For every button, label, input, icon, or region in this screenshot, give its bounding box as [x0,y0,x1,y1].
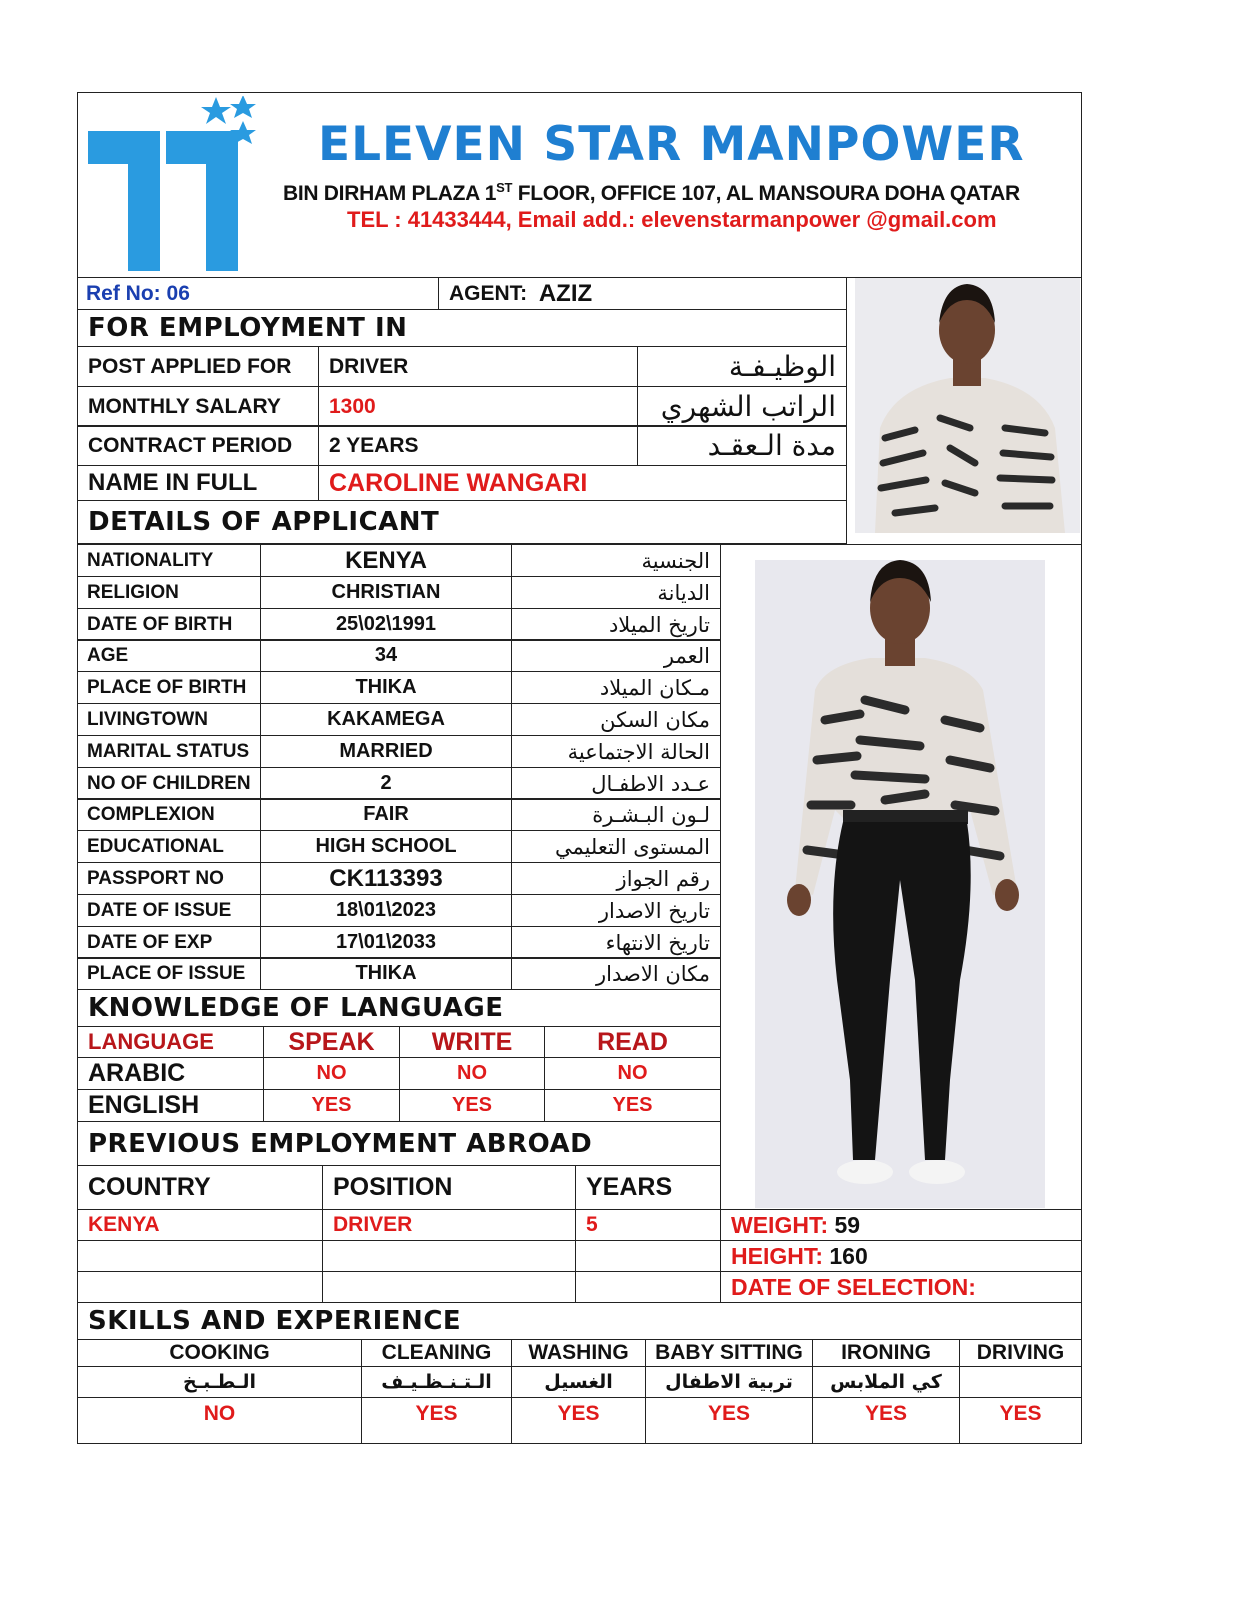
previous-row-position: DRIVER [322,1209,576,1241]
detail-row-arabic: المستوى التعليمي [511,830,721,863]
detail-row-arabic: تاريخ الانتهاء [511,926,721,959]
eleven-logo-icon [88,96,263,274]
company-contact: TEL : 41433444, Email add.: elevenstarmanpower @gmail.com [347,207,997,232]
ref-label: Ref No: [86,281,161,305]
skill-arabic: الـطـبـخ [77,1366,362,1398]
previous-row-years [575,1240,721,1272]
height-cell [720,1240,1082,1272]
language-row-read: YES [544,1089,721,1122]
agent-label: AGENT: [449,281,528,305]
date-of-selection-cell: DATE OF SELECTION: [720,1271,1082,1303]
detail-row-arabic: الجنسية [511,544,721,577]
full-body-figure-icon [755,560,1045,1208]
previous-row-country: KENYA [77,1209,323,1241]
language-row-language: ARABIC [77,1057,264,1090]
detail-row-value: 25\02\1991 [260,608,512,641]
skill-arabic: الغسيل [511,1366,646,1398]
language-row-speak: NO [263,1057,400,1090]
weight-value: 59 [834,1211,861,1238]
language-header-write: WRITE [399,1026,545,1058]
skill-name: COOKING [77,1339,362,1367]
employment-row-value: 2 YEARS [318,425,638,466]
language-row-language: ENGLISH [77,1089,264,1122]
address-part-1: BIN DIRHAM PLAZA 1 [283,182,497,205]
detail-row-value: 2 [260,767,512,800]
skill-name: DRIVING [959,1339,1082,1367]
detail-row-arabic: رقم الجواز [511,862,721,895]
detail-row-arabic: مـكان الميلاد [511,671,721,704]
detail-row-arabic: العمر [511,639,721,672]
detail-row-value: CK113393 [260,862,512,895]
address-superscript: ST [496,180,513,195]
detail-row-value: 17\01\2033 [260,926,512,959]
skill-value: YES [511,1397,646,1444]
skill-arabic: كي الملابس [812,1366,960,1398]
employment-row-label: CONTRACT PERIOD [77,425,319,466]
detail-row-arabic: عـدد الاطفـال [511,767,721,800]
detail-row-label: NO OF CHILDREN [77,767,261,800]
previous-header-country: COUNTRY [77,1165,323,1210]
detail-row-value: HIGH SCHOOL [260,830,512,863]
language-header-language: LANGUAGE [77,1026,264,1058]
previous-header-years: YEARS [575,1165,721,1210]
employment-heading: FOR EMPLOYMENT IN [77,309,847,347]
skill-name: BABY SITTING [645,1339,813,1367]
detail-row-label: COMPLEXION [77,798,261,831]
detail-row-arabic: مكان السكن [511,703,721,736]
detail-row-label: RELIGION [77,576,261,609]
detail-row-arabic: الحالة الاجتماعية [511,735,721,768]
previous-row-years [575,1271,721,1303]
detail-row-arabic: لـون البـشـرة [511,798,721,831]
skill-value: YES [361,1397,512,1444]
skill-value: YES [812,1397,960,1444]
employment-row-arabic: الراتب الشهري [637,386,847,427]
previous-row-position [322,1240,576,1272]
skill-name: WASHING [511,1339,646,1367]
company-logo [88,96,263,274]
employment-row-arabic: مدة الـعقـد [637,425,847,466]
detail-row-value: KENYA [260,544,512,577]
detail-row-value: MARRIED [260,735,512,768]
agent-value: AZIZ [538,279,593,307]
language-row-write: NO [399,1057,545,1090]
details-heading: DETAILS OF APPLICANT [77,500,847,544]
detail-row-value: KAKAMEGA [260,703,512,736]
address-part-2: FLOOR, OFFICE 107, AL MANSOURA DOHA QATAR [512,182,1020,205]
previous-row-country [77,1271,323,1303]
company-name: ELEVEN STAR MANPOWER [318,117,1025,172]
applicant-full-body-photo [755,560,1045,1208]
applicant-portrait-photo [855,278,1080,533]
previous-header-position: POSITION [322,1165,576,1210]
name-value: CAROLINE WANGARI [318,465,847,501]
ref-no-cell [77,277,439,310]
language-row-read: NO [544,1057,721,1090]
detail-row-value: THIKA [260,957,512,990]
detail-row-label: AGE [77,639,261,672]
employment-row-label: MONTHLY SALARY [77,386,319,427]
detail-row-arabic: الديانة [511,576,721,609]
employment-row-label: POST APPLIED FOR [77,346,319,387]
skill-value: NO [77,1397,362,1444]
employment-row-arabic: الوظيـفـة [637,346,847,387]
previous-heading: PREVIOUS EMPLOYMENT ABROAD [77,1121,721,1166]
detail-row-value: FAIR [260,798,512,831]
detail-row-label: PLACE OF ISSUE [77,957,261,990]
detail-row-label: MARITAL STATUS [77,735,261,768]
skill-name: CLEANING [361,1339,512,1367]
height-value: 160 [829,1242,868,1269]
ref-value: 06 [166,281,190,305]
previous-row-years: 5 [575,1209,721,1241]
language-heading: KNOWLEDGE OF LANGUAGE [77,989,721,1027]
company-address [283,180,1020,208]
skill-arabic [959,1366,1082,1398]
agent-cell [438,277,847,310]
detail-row-value: 18\01\2023 [260,894,512,927]
language-header-read: READ [544,1026,721,1058]
weight-label: WEIGHT: [731,1211,829,1238]
skill-arabic: تربية الاطفال [645,1366,813,1398]
detail-row-arabic: تاريخ الميلاد [511,608,721,641]
employment-row-value: 1300 [318,386,638,427]
employment-row-value: DRIVER [318,346,638,387]
detail-row-label: DATE OF EXP [77,926,261,959]
skill-value: YES [959,1397,1082,1444]
language-row-speak: YES [263,1089,400,1122]
detail-row-label: PLACE OF BIRTH [77,671,261,704]
name-label: NAME IN FULL [77,465,319,501]
detail-row-label: NATIONALITY [77,544,261,577]
detail-row-label: DATE OF BIRTH [77,608,261,641]
height-label: HEIGHT: [731,1242,823,1269]
detail-row-arabic: تاريخ الاصدار [511,894,721,927]
previous-row-country [77,1240,323,1272]
detail-row-arabic: مكان الاصدار [511,957,721,990]
details-right-border [720,544,1082,545]
detail-row-label: EDUCATIONAL [77,830,261,863]
detail-row-value: THIKA [260,671,512,704]
language-header-speak: SPEAK [263,1026,400,1058]
detail-row-label: DATE OF ISSUE [77,894,261,927]
previous-row-position [322,1271,576,1303]
detail-row-label: PASSPORT NO [77,862,261,895]
detail-row-label: LIVINGTOWN [77,703,261,736]
skill-value: YES [645,1397,813,1444]
weight-cell [720,1209,1082,1241]
detail-row-value: CHRISTIAN [260,576,512,609]
skill-arabic: الـتـنـظـيـف [361,1366,512,1398]
language-row-write: YES [399,1089,545,1122]
detail-row-value: 34 [260,639,512,672]
skills-heading: SKILLS AND EXPERIENCE [77,1302,1082,1340]
portrait-figure-icon [855,278,1080,533]
skill-name: IRONING [812,1339,960,1367]
